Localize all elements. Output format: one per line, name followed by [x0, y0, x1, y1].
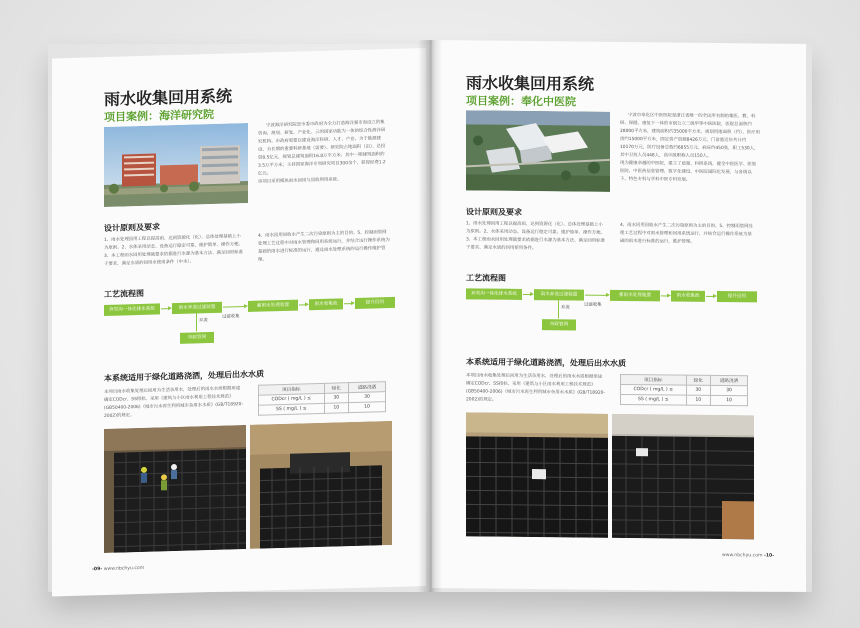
module-tank-photo-1	[466, 412, 608, 537]
table-row	[259, 402, 386, 416]
left-page-title: 雨水收集回用系统	[104, 86, 233, 109]
right-intro-paragraph-2: 现为健康卓越的中医院，建立了质量、科研系统，健全中医医学、医管医院、中医药信息管理、数字化建设、中医院国际化发展，与各级以下、特色专科与学科中医专科发展。	[620, 160, 757, 183]
left-design-heading: 设计原则及要求	[104, 222, 160, 233]
table-cell: 30	[349, 392, 386, 403]
table-cell: 10	[324, 403, 349, 414]
flow-box-5: 提升回用	[717, 291, 757, 302]
flow-arrow	[706, 296, 714, 297]
flow-box-5: 提升回用	[355, 297, 395, 309]
table-cell: SS ( mg/L ) ≤	[259, 403, 325, 415]
construction-photo-2	[250, 421, 392, 549]
flow-arrow	[161, 308, 169, 309]
left-design-col2: 4、雨水回用回收水产生二次污染原则为主的目的。5、控制雨管网处理工艺过程中对雨水管理和回用系统运行，并结合运行操作系统为基础的雨水进行标准的运行，通过雨水处理系统的运行操作维护管理。	[258, 230, 390, 263]
left-website: www.nbchyu.com	[103, 565, 145, 573]
right-quality-text: 本项目雨水收集处理后回用为生活杂用水，处理后的雨水水质根据用途确定CODcr、SS指标，采用《建筑与小区雨水利用工程技术规范》(GB50400-2006)《城市污水再生利用城市杂用水水质》(GB/T18920-2002)的规定。	[466, 373, 606, 403]
construction-photo-1	[104, 425, 246, 553]
table-cell: 10	[686, 395, 711, 405]
left-quality-heading: 本系统适用于绿化道路浇洒，处理后出水水质	[104, 369, 264, 383]
right-intro-paragraph: 宁波市奉化区中医医院是浙江省唯一的全民所有制的集医、教、科研、保健、康复于一体的市级公立三级甲等中医医院，医院总面积约28000平方米，建筑面积约35000平方米，规划用地面积（约）、医疗用房约15000平方米，固定资产资源8426万元，门诊量近年共计约10170万元，医疗设备总数约6855万元，病床约450张，职工530人，其中卫技人员448人，高中级职称人员150人。	[620, 113, 760, 159]
right-footer	[722, 553, 774, 559]
right-page-number: -10-	[763, 553, 775, 559]
right-intro-text	[620, 112, 760, 185]
table-cell: 30	[686, 385, 711, 395]
ocean-institute-photo	[104, 123, 248, 207]
right-page	[432, 40, 806, 592]
flow-box-3: 蓄雨水处理装置	[248, 300, 298, 312]
table-cell: 10	[349, 402, 386, 413]
flow-box-1: 弃雪沟一体化排水系统	[104, 303, 160, 316]
left-intro-paragraph: 宁波海洋研究院是市委市政府为全力打造海洋强市而设立的集咨询、规划、研发、产业化、云的国家功能为一体的综合性海洋研究机构。市政府需要以建设海洋科研、人才、产业、为于能源建设、为长期的重要科研基地（需要）。研究院占地面积（亩）、总投资8.5亿元，规划总建筑面积16.8万平方米；其中一期建筑面积约3.5万平方米；主持国家海洋专项研究项目300余个，获得经费1.2亿元。	[258, 120, 386, 177]
table-header-cell: 绿化	[686, 375, 711, 385]
left-quality-text: 本项目雨水收集处理后回用为生活杂用水，处理后的雨水水质根据用途确定CODcr、SS指标，采用《建筑与小区雨水利用工程技术规范》(GB50400-2006)《城市污水再生利用城市杂用水水质》(GB/T18920-2002)的规定。	[104, 386, 244, 419]
flow-bottom-box: 市政管网	[180, 332, 214, 344]
right-flow-diagram	[466, 288, 756, 351]
flow-arrow	[661, 295, 668, 296]
table-cell: 30	[324, 393, 349, 404]
right-page-subtitle: 项目案例：奉化中医院	[466, 94, 576, 109]
flow-down-label: 弃流	[561, 305, 570, 311]
flow-branch-label: 过滤收集	[222, 314, 240, 320]
flow-bottom-box: 市政管网	[542, 319, 576, 330]
left-page	[52, 48, 426, 596]
left-flow-heading: 工艺流程图	[104, 288, 144, 299]
right-quality-heading: 本系统适用于绿化道路浇洒，处理后出水水质	[466, 357, 626, 369]
right-flow-heading: 工艺流程图	[466, 273, 506, 283]
table-cell: 10	[711, 395, 748, 405]
left-quality-table	[258, 381, 386, 416]
left-page-subtitle: 项目案例：海洋研究院	[104, 107, 214, 124]
book-gutter	[418, 40, 442, 592]
flow-branch-label: 过滤收集	[584, 302, 602, 308]
left-intro-text	[258, 119, 388, 187]
table-cell: SS ( mg/L ) ≤	[621, 394, 687, 405]
flow-box-4: 雨水收集池	[309, 298, 343, 310]
flow-box-2: 雨水弃流过滤装置	[172, 302, 222, 314]
left-footer	[92, 566, 144, 572]
flow-box-2: 雨水弃流过滤装置	[534, 289, 584, 301]
right-design-col1: 1、雨水处理回用工程以提高雨、达到资源化（化）、总体处理基础上小为原则。2、水体采用动态、设备运行稳定可靠、维护简单、操作方便。3、本工程雨水回用处理就要求依据进行水源为基本方法、满足回用标准于要求、满足水质的回用使用条件。	[466, 221, 605, 252]
table-cell: CODcr ( mg/L ) ≤	[621, 384, 687, 395]
flow-box-3: 蓄雨水处理装置	[610, 290, 660, 302]
left-page-number: -09-	[92, 567, 103, 573]
table-header-cell: 绿化	[324, 383, 349, 394]
flow-arrow	[585, 295, 607, 296]
table-header-cell: 项目指标	[621, 374, 687, 385]
left-flow-diagram	[104, 297, 394, 365]
flow-arrow	[344, 303, 352, 304]
flow-arrow	[223, 306, 245, 308]
flow-down-line	[558, 300, 559, 318]
left-intro-paragraph-2: 该项目采用模块雨水回用与回收利用系统。	[258, 177, 342, 185]
table-header-cell: 项目指标	[259, 383, 325, 395]
flow-box-4: 雨水收集池	[671, 291, 705, 302]
table-row	[621, 394, 748, 405]
flow-down-label: 弃流	[199, 318, 208, 324]
flow-box-1: 弃雪沟一体化排水系统	[466, 288, 522, 300]
table-cell: 30	[711, 385, 748, 395]
right-design-heading: 设计原则及要求	[466, 207, 522, 217]
left-design-col1: 1、雨水处理回用工程以提高雨、达到资源化（化）、总体处理基础上小为原则。2、水体采用动态、设备运行稳定可靠、维护简单、操作方便。3、本工程雨水回用处理就要求依据进行水源为基本方法、满足回用标准于要求，满足水质的回用水使用条件（中水）。	[104, 234, 243, 267]
right-website: www.nbchyu.com	[722, 553, 763, 559]
right-quality-table	[620, 374, 748, 406]
fenghua-hospital-photo	[466, 110, 610, 192]
flow-arrow	[299, 304, 306, 305]
table-cell: CODcr ( mg/L ) ≤	[259, 393, 325, 405]
table-header-cell: 道路浇洒	[711, 375, 748, 385]
right-page-title: 雨水收集回用系统	[466, 73, 595, 94]
module-tank-photo-2	[612, 414, 754, 539]
right-design-col2: 4、雨水回用回收水产生二次污染原则为主的目的。5、控制雨管网处理工艺过程中对雨水管理和回用系统运行，并结合运行操作系统为基础的雨水进行标准的运行，维护管理。	[620, 222, 753, 245]
flow-arrow	[523, 294, 531, 295]
table-header-cell: 道路浇洒	[349, 382, 386, 393]
flow-down-line	[196, 313, 197, 331]
